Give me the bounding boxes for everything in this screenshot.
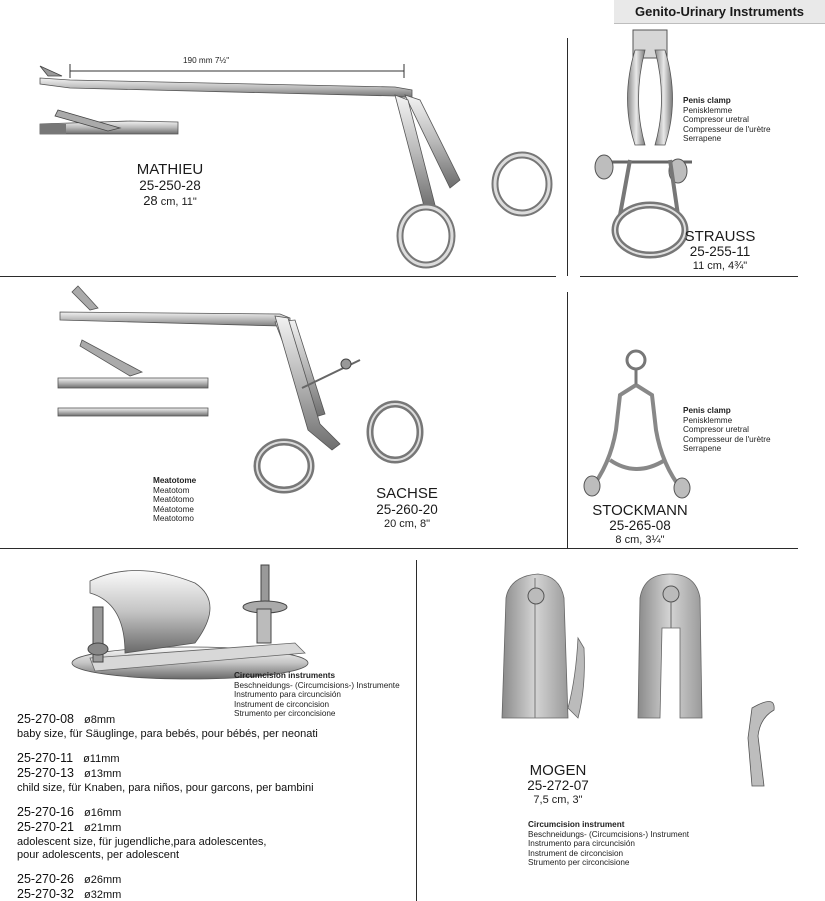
circumcision-label-4: Strumento per circoncisione [234,709,336,719]
stockmann-label-3: Compresseur de l'urètre [683,434,771,444]
sachse-label-3: Méatotome [153,504,194,514]
size-item [17,820,407,836]
mogen-name: MOGEN [529,762,587,779]
strauss-label-4: Serrapene [683,134,722,144]
size-item-code: 25-270-13 [17,766,74,780]
stockmann-name: STOCKMANN [592,502,688,519]
stockmann-label-4: Serrapene [683,444,722,454]
size-group-description: child size, für Knaben, para niños, pour garcons, per bambini [17,781,314,794]
divider-vertical-top [567,38,568,276]
strauss-size: 11 cm, 4¾" [692,260,748,272]
circumcision-label-3: Instrument de circoncision [234,699,330,709]
size-group-description: baby size, für Säuglinge, para bebés, pour bébés, per neonati [17,727,318,740]
stockmann-code: 25-265-08 [609,518,671,533]
circumcision-label-2: Instrumento para circuncisión [234,690,341,700]
size-group-description: adolescent size, für jugendliche,para adolescentes, [17,835,267,848]
sachse-label-2: Meatótomo [153,495,194,505]
size-item [17,887,407,901]
mathieu-code: 25-250-28 [139,178,201,193]
stockmann-label-2: Compresor uretral [683,425,749,435]
sachse-meatotome-image [50,284,470,494]
size-group-description: pour adolescents, per adolescent [17,848,180,861]
circumcision-label-0: Circumcision instruments [234,671,336,680]
size-item-diameter: ø26mm [84,873,122,886]
mogen-code: 25-272-07 [527,778,589,793]
mogen-size: 7,5 cm, 3" [533,794,583,806]
size-item [17,766,407,782]
catalog-title: Genito-Urinary Instruments [614,0,825,24]
mathieu-size-number: 28 [143,193,158,208]
size-item-code: 25-270-32 [17,887,74,901]
sachse-name: SACHSE [376,485,438,502]
size-item-code: 25-270-26 [17,871,74,886]
size-item [17,805,407,821]
size-item [17,751,407,767]
mogen-label-2: Instrumento para circuncisión [528,839,635,849]
strauss-clamp-image [590,30,710,260]
circumcision-label-1: Beschneidungs- (Circumcisions-) Instrumente [234,680,400,690]
divider-horizontal-strauss [580,276,798,277]
sachse-labels [153,476,273,524]
divider-vertical-bottom [416,560,417,901]
size-item-code: 25-270-16 [17,804,74,819]
size-item [17,872,407,888]
mathieu-name: MATHIEU [136,161,204,178]
strauss-labels [683,96,803,144]
strauss-label-0: Penis clamp [683,96,731,105]
size-item [17,712,407,728]
sachse-code: 25-260-20 [376,502,438,517]
mathieu-size-unit: cm, 11" [157,196,197,208]
mathieu-dimension-label: 190 mm 7½" [183,56,230,65]
mogen-labels [528,820,728,868]
size-item-diameter: ø8mm [84,714,116,726]
strauss-label-3: Compresseur de l'urètre [683,124,771,134]
stockmann-label-1: Penisklemme [683,415,733,425]
size-item-diameter: ø32mm [84,889,122,901]
strauss-name: STRAUSS [684,228,756,245]
stockmann-label-0: Penis clamp [683,406,731,415]
circumcision-size-list [17,712,407,901]
strauss-label-2: Compresor uretral [683,115,749,125]
mathieu-size [120,194,220,209]
mathieu-forceps-image [0,0,560,280]
sachse-label-4: Meatotomo [153,514,194,524]
divider-vertical-middle [567,292,568,548]
mogen-label-1: Beschneidungs- (Circumcisions-) Instrument [528,829,690,839]
sachse-label-0: Meatotome [153,476,197,485]
strauss-code: 25-255-11 [689,244,751,259]
sachse-label-1: Meatotom [153,485,190,495]
strauss-label-1: Penisklemme [683,105,733,115]
mogen-label-3: Instrument de circoncision [528,848,624,858]
size-item-diameter: ø16mm [84,806,122,819]
mogen-label-0: Circumcision instrument [528,820,625,829]
stockmann-size: 8 cm, 3¼" [615,534,665,546]
divider-horizontal-bottom [0,548,798,549]
size-item-code: 25-270-08 [17,712,74,726]
mogen-label-4: Strumento per circoncisione [528,858,630,868]
sachse-size: 20 cm, 8" [383,518,431,530]
size-item-diameter: ø13mm [84,768,122,780]
size-item-diameter: ø21mm [84,822,122,834]
stockmann-labels [683,406,803,454]
size-item-diameter: ø11mm [83,752,120,765]
size-item-code: 25-270-21 [17,820,74,834]
size-item-code: 25-270-11 [17,750,74,765]
